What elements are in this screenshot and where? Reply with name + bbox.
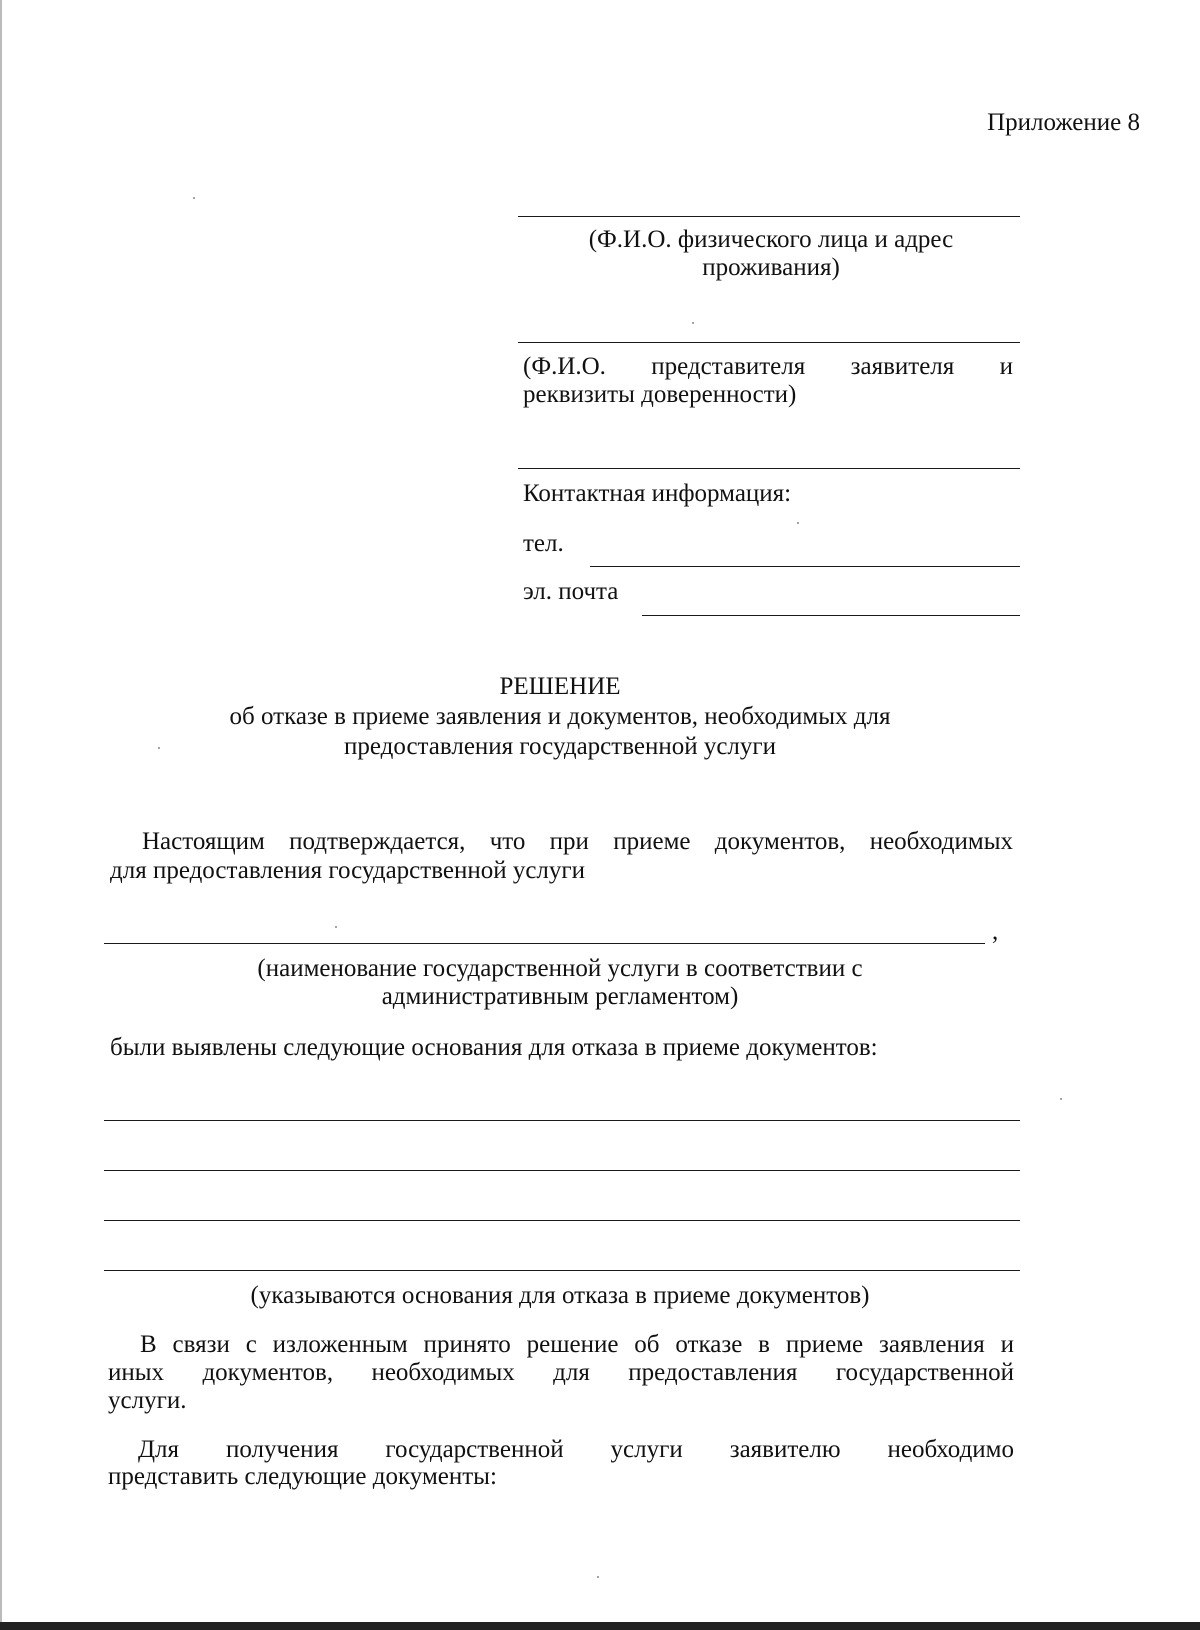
email-label: эл. почта <box>523 578 619 605</box>
scan-speck <box>1060 1098 1062 1100</box>
service-line-comma: , <box>992 918 999 945</box>
scan-speck <box>335 926 337 928</box>
decision-line2: иных документов, необходимых для предоставления государственной <box>108 1359 1014 1386</box>
appendix-number: Приложение 8 <box>987 109 1140 136</box>
grounds-line <box>104 1170 1020 1171</box>
grounds-line <box>104 1120 1020 1121</box>
person-line <box>518 216 1020 217</box>
service-caption-line2: административным регламентом) <box>381 983 739 1010</box>
document-subtitle-line2: предоставления государственной услуги <box>343 733 777 760</box>
scan-speck <box>597 1576 599 1578</box>
contact-heading: Контактная информация: <box>523 480 792 507</box>
scan-speck <box>193 197 195 199</box>
scan-left-edge <box>0 0 2 1630</box>
grounds-line <box>104 1270 1020 1271</box>
document-subtitle-line1: об отказе в приеме заявления и документов, необходимых для <box>229 703 891 730</box>
decision-line3: услуги. <box>108 1387 187 1414</box>
scan-speck <box>692 322 694 324</box>
required-docs-line2: представить следующие документы: <box>108 1463 497 1490</box>
decision-line1: В связи с изложенным принято решение об отказе в приеме заявления и <box>140 1331 1014 1358</box>
phone-label: тел. <box>523 530 564 557</box>
phone-line <box>590 566 1020 567</box>
person-caption: (Ф.И.О. физического лица и адрес проживания) <box>588 226 954 281</box>
representative-caption-line1: (Ф.И.О. представителя заявителя и <box>523 353 1013 380</box>
email-line <box>642 615 1020 616</box>
service-caption-line1: (наименование государственной услуги в соответствии с <box>257 955 863 982</box>
document-title: РЕШЕНИЕ <box>499 673 621 700</box>
representative-caption-line2: реквизиты доверенности) <box>523 381 797 408</box>
service-name-line <box>104 943 985 944</box>
grounds-intro: были выявлены следующие основания для отказа в приеме документов: <box>110 1034 878 1061</box>
confirm-line1: Настоящим подтверждается, что при приеме документов, необходимых <box>142 828 1013 855</box>
confirm-line2: для предоставления государственной услуги <box>110 857 586 884</box>
scan-speck <box>797 522 799 524</box>
scan-bottom-edge <box>0 1622 1200 1630</box>
grounds-line <box>104 1220 1020 1221</box>
representative-line <box>518 342 1020 343</box>
grounds-caption: (указываются основания для отказа в приеме документов) <box>250 1282 870 1309</box>
contact-line <box>518 468 1020 469</box>
required-docs-line1: Для получения государственной услуги заявителю необходимо <box>138 1436 1014 1463</box>
